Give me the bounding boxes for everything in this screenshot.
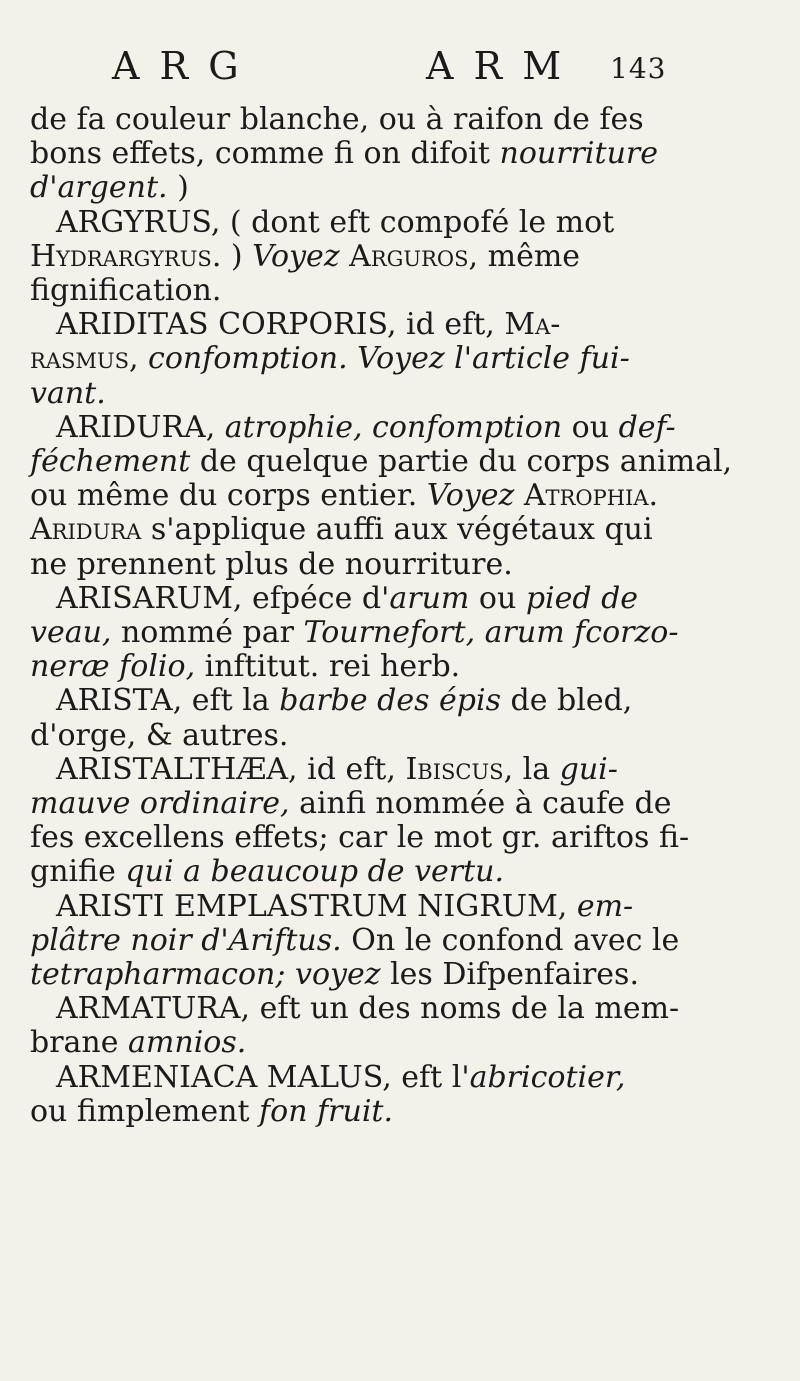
small-caps-run: Atrophia. bbox=[523, 478, 659, 514]
italic-run: Tournefort, arum fcorzo- bbox=[303, 615, 679, 651]
text-line bbox=[30, 855, 785, 889]
dictionary-text bbox=[30, 103, 785, 1129]
text-run: fes excellens effets; car le mot gr. ariftos fi- bbox=[30, 820, 690, 856]
italic-run: Voyez l'article fui- bbox=[357, 341, 630, 377]
text-run: ARIDURA, bbox=[56, 409, 225, 445]
text-run: d'orge, & autres. bbox=[30, 717, 289, 753]
italic-run: def- bbox=[618, 409, 676, 445]
text-line bbox=[30, 1026, 785, 1060]
text-run bbox=[514, 478, 524, 513]
italic-run: abricotier, bbox=[469, 1059, 626, 1095]
text-run: . ) bbox=[211, 238, 253, 274]
italic-run: féchement bbox=[30, 444, 191, 480]
italic-run: fon fruit. bbox=[259, 1093, 394, 1129]
text-line bbox=[30, 1095, 785, 1129]
small-caps-run: rasmus bbox=[30, 341, 129, 377]
running-head-right: A R M bbox=[426, 44, 566, 88]
italic-run: arum bbox=[389, 580, 470, 616]
text-line bbox=[30, 342, 785, 376]
text-line bbox=[30, 958, 785, 992]
text-line bbox=[30, 719, 785, 753]
text-line bbox=[30, 684, 785, 718]
text-run: , la bbox=[503, 751, 560, 787]
text-run: ARISTALTHÆA, id eft, bbox=[56, 751, 406, 787]
text-run: s'applique auffi aux végétaux qui bbox=[141, 512, 653, 548]
running-head bbox=[112, 44, 672, 100]
small-caps-run: Hydrargyrus bbox=[30, 238, 212, 274]
text-line bbox=[30, 787, 785, 821]
text-line bbox=[30, 274, 785, 308]
text-line bbox=[30, 753, 785, 787]
text-run: ou même du corps entier. bbox=[30, 478, 427, 514]
italic-run: atrophie, confomption bbox=[224, 409, 563, 445]
text-line bbox=[30, 650, 785, 684]
text-run: ou fimplement bbox=[30, 1093, 260, 1129]
text-run: bons effets, comme fi on difoit bbox=[30, 136, 500, 172]
text-line bbox=[30, 821, 785, 855]
italic-run: Voyez bbox=[252, 238, 340, 274]
text-run: de quelque partie du corps animal, bbox=[190, 444, 733, 480]
text-run: ou bbox=[469, 580, 526, 616]
text-run: ARMENIACA MALUS, eft l' bbox=[56, 1059, 470, 1095]
text-run: On le confond avec le bbox=[341, 922, 680, 958]
text-line bbox=[30, 137, 785, 171]
italic-run: tetrapharmacon; voyez bbox=[30, 957, 381, 993]
italic-run: amnios. bbox=[128, 1025, 247, 1061]
text-run: nommé par bbox=[111, 615, 304, 651]
small-caps-run: Aridura bbox=[30, 512, 142, 548]
italic-run: mauve ordinaire, bbox=[30, 786, 290, 822]
text-line bbox=[30, 171, 785, 205]
italic-run: plâtre noir d'Ariftus. bbox=[30, 922, 342, 958]
italic-run: barbe des épis bbox=[279, 683, 501, 719]
italic-run: vant. bbox=[30, 375, 106, 411]
text-run: ne prennent plus de nourriture. bbox=[30, 546, 513, 582]
text-line bbox=[30, 479, 785, 513]
small-caps-run: Ma- bbox=[504, 307, 561, 343]
text-line bbox=[30, 513, 785, 547]
italic-run: neræ folio, bbox=[30, 649, 196, 685]
text-line bbox=[30, 992, 785, 1026]
running-head-left: A R G bbox=[112, 44, 243, 88]
text-line bbox=[30, 206, 785, 240]
text-run: ARIDITAS CORPORIS, id eft, bbox=[56, 307, 505, 343]
text-line bbox=[30, 377, 785, 411]
text-line bbox=[30, 924, 785, 958]
text-run: ARISTI EMPLASTRUM NIGRUM, bbox=[56, 888, 577, 924]
text-run: ARGYRUS, ( dont eft compofé le mot bbox=[56, 204, 615, 240]
text-run: ainfi nommée à caufe de bbox=[289, 786, 672, 822]
text-run: ou bbox=[562, 409, 619, 445]
text-line bbox=[30, 103, 785, 137]
small-caps-run: Arguros bbox=[349, 238, 469, 274]
text-line bbox=[30, 240, 785, 274]
text-run: , même bbox=[468, 238, 581, 274]
text-line bbox=[30, 548, 785, 582]
text-line bbox=[30, 1061, 785, 1095]
italic-run: veau, bbox=[30, 615, 112, 651]
text-run: , bbox=[128, 341, 149, 377]
italic-run: qui a beaucoup de vertu. bbox=[125, 854, 505, 890]
italic-run: confomption. bbox=[148, 341, 348, 377]
text-run: de bled, bbox=[501, 683, 633, 719]
italic-run: em- bbox=[576, 888, 634, 924]
text-run: brane bbox=[30, 1025, 129, 1061]
text-run bbox=[348, 341, 358, 376]
italic-run: gui- bbox=[559, 751, 618, 787]
page-number: 143 bbox=[610, 52, 667, 85]
small-caps-run: Ibiscus bbox=[405, 751, 504, 787]
text-run: ARISTA, eft la bbox=[56, 683, 280, 719]
italic-run: d'argent. bbox=[30, 170, 168, 206]
text-run: ARISARUM, efpéce d' bbox=[56, 580, 390, 616]
text-run: gnifie bbox=[30, 854, 126, 890]
italic-run: Voyez bbox=[426, 478, 515, 514]
text-run: ) bbox=[167, 170, 189, 206]
italic-run: nourriture bbox=[499, 136, 658, 172]
italic-run: pied de bbox=[525, 580, 639, 616]
text-run bbox=[340, 239, 350, 274]
text-line bbox=[30, 445, 785, 479]
text-run: les Difpenfaires. bbox=[380, 957, 639, 993]
text-run: fignification. bbox=[30, 273, 222, 309]
text-line bbox=[30, 308, 785, 342]
text-run: inftitut. rei herb. bbox=[195, 649, 461, 685]
text-line bbox=[30, 582, 785, 616]
text-run: de fa couleur blanche, ou à raifon de fes bbox=[30, 102, 644, 137]
text-line bbox=[30, 616, 785, 650]
text-line bbox=[30, 890, 785, 924]
text-run: ARMATURA, eft un des noms de la mem- bbox=[56, 991, 680, 1027]
text-line bbox=[30, 411, 785, 445]
